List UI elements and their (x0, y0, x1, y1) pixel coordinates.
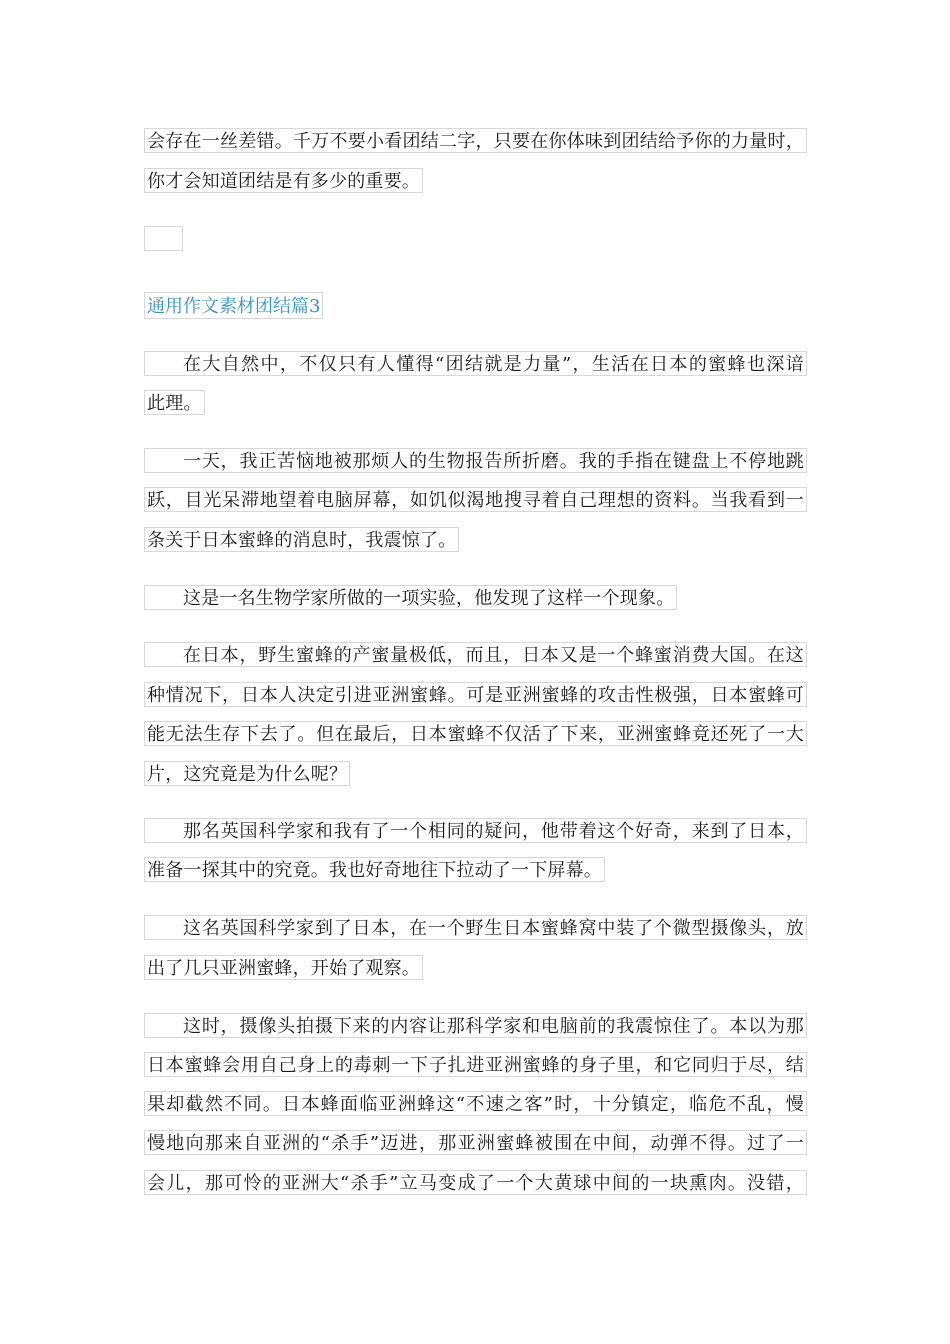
text-line: 跃，目光呆滞地望着电脑屏幕，如饥似渴地搜寻着自己理想的资料。当我看到一 (144, 487, 807, 512)
text-line: 会儿，那可怜的亚洲大“杀手”立马变成了一个大黄球中间的一块熏肉。没错， (144, 1170, 807, 1195)
text-line: 条关于日本蜜蜂的消息时，我震惊了。 (144, 527, 459, 552)
text-line: 出了几只亚洲蜜蜂，开始了观察。 (144, 955, 423, 980)
empty-paragraph-box (144, 226, 183, 251)
text-line: 你才会知道团结是有多少的重要。 (144, 168, 423, 193)
text-line: 这是一名生物学家所做的一项实验，他发现了这样一个现象。 (144, 585, 677, 610)
text-line: 果却截然不同。日本蜂面临亚洲蜂这“不速之客”时，十分镇定，临危不乱，慢 (144, 1091, 807, 1116)
text-line: 会存在一丝差错。千万不要小看团结二字，只要在你体味到团结给予你的力量时， (144, 128, 807, 153)
text-line: 准备一探其中的究竟。我也好奇地往下拉动了一下屏幕。 (144, 857, 605, 882)
text-line: 在日本，野生蜜蜂的产蜜量极低，而且，日本又是一个蜂蜜消费大国。在这 (144, 642, 807, 667)
section-heading: 通用作文素材团结篇3 (144, 292, 323, 319)
text-line: 种情况下，日本人决定引进亚洲蜜蜂。可是亚洲蜜蜂的攻击性极强，日本蜜蜂可 (144, 682, 807, 707)
text-line: 片，这究竟是为什么呢？ (144, 761, 350, 786)
text-line: 在大自然中，不仅只有人懂得“团结就是力量”，生活在日本的蜜蜂也深谙 (144, 351, 807, 376)
text-line: 能无法生存下去了。但在最后，日本蜜蜂不仅活了下来，亚洲蜜蜂竟还死了一大 (144, 721, 807, 746)
text-line: 慢地向那来自亚洲的“杀手”迈进，那亚洲蜜蜂被围在中间，动弹不得。过了一 (144, 1130, 807, 1155)
text-line: 那名英国科学家和我有了一个相同的疑问，他带着这个好奇，来到了日本， (144, 818, 807, 843)
text-line: 这时，摄像头拍摄下来的内容让那科学家和电脑前的我震惊住了。本以为那 (144, 1013, 807, 1038)
text-line: 日本蜜蜂会用自己身上的毒刺一下子扎进亚洲蜜蜂的身子里，和它同归于尽，结 (144, 1052, 807, 1077)
text-line: 此理。 (144, 390, 205, 415)
text-line: 一天，我正苦恼地被那烦人的生物报告所折磨。我的手指在键盘上不停地跳 (144, 448, 807, 473)
text-line: 这名英国科学家到了日本，在一个野生日本蜜蜂窝中装了个微型摄像头，放 (144, 915, 807, 940)
